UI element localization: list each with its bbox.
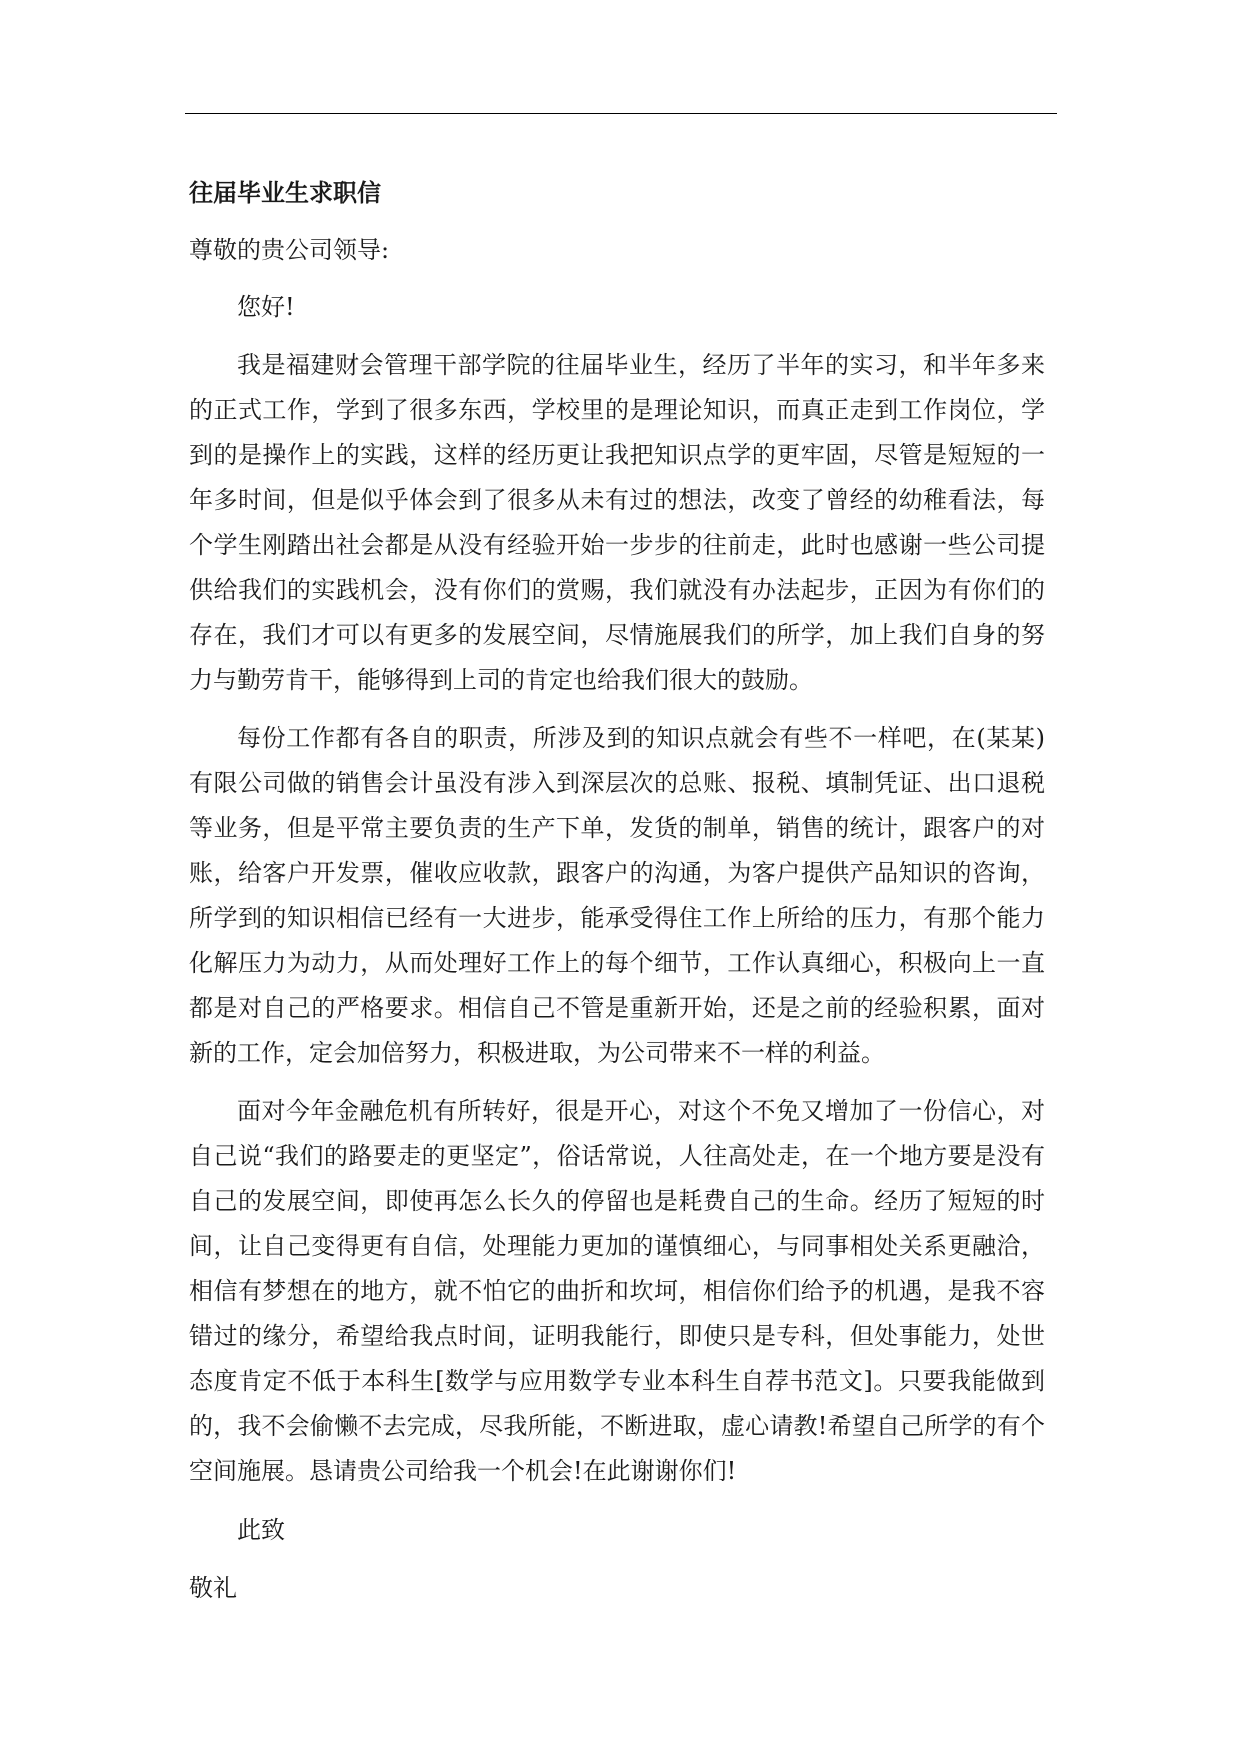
letter-title: 往届毕业生求职信	[189, 179, 381, 207]
greeting: 您好!	[237, 293, 295, 321]
letter-body	[189, 171, 1045, 1611]
paragraph-experience: 我是福建财会管理干部学院的往届毕业生，经历了半年的实习，和半年多来的正式工作，学到了很多东西，学校里的是理论知识，而真正走到工作岗位，学到的是操作上的实践，这样的经历更让我把知识点学的更牢固，尽管是短短的一年多时间，但是似乎体会到了很多从未有过的想法，改变了曾经的幼稚看法，每个学生刚踏出社会都是从没有经验开始一步步的往前走，此时也感谢一些公司提供给我们的实践机会，没有你们的赏赐，我们就没有办法起步，正因为有你们的存在，我们才可以有更多的发展空间，尽情施展我们的所学，加上我们自身的努力与勤劳肯干，能够得到上司的肯定也给我们很大的鼓励。	[189, 351, 1045, 694]
salutation: 尊敬的贵公司领导:	[189, 236, 390, 264]
paragraph-aspiration: 面对今年金融危机有所转好，很是开心，对这个不免又增加了一份信心，对自己说“我们的路要走的更坚定”，俗话常说，人往高处走，在一个地方要是没有自己的发展空间，即使再怎么长久的停留也是耗费自己的生命。经历了短短的时间，让自己变得更有自信，处理能力更加的谨慎细心，与同事相处关系更融洽，相信有梦想在的地方，就不怕它的曲折和坎坷，相信你们给予的机遇，是我不容错过的缘分，希望给我点时间，证明我能行，即使只是专科，但处事能力，处世态度肯定不低于本科生[数学与应用数学专业本科生自荐书范文]。只要我能做到的，我不会偷懒不去完成，尽我所能，不断进取，虚心请教!希望自己所学的有个空间施展。恳请贵公司给我一个机会!在此谢谢你们!	[189, 1097, 1045, 1485]
regards: 敬礼	[189, 1574, 237, 1602]
closing: 此致	[237, 1516, 285, 1544]
header-rule	[185, 113, 1057, 114]
paragraph-duties: 每份工作都有各自的职责，所涉及到的知识点就会有些不一样吧，在(某某)有限公司做的销售会计虽没有涉入到深层次的总账、报税、填制凭证、出口退税等业务，但是平常主要负责的生产下单，发货的制单，销售的统计，跟客户的对账，给客户开发票，催收应收款，跟客户的沟通，为客户提供产品知识的咨询，所学到的知识相信已经有一大进步，能承受得住工作上所给的压力，有那个能力化解压力为动力，从而处理好工作上的每个细节，工作认真细心，积极向上一直都是对自己的严格要求。相信自己不管是重新开始，还是之前的经验积累，面对新的工作，定会加倍努力，积极进取，为公司带来不一样的利益。	[189, 724, 1045, 1067]
